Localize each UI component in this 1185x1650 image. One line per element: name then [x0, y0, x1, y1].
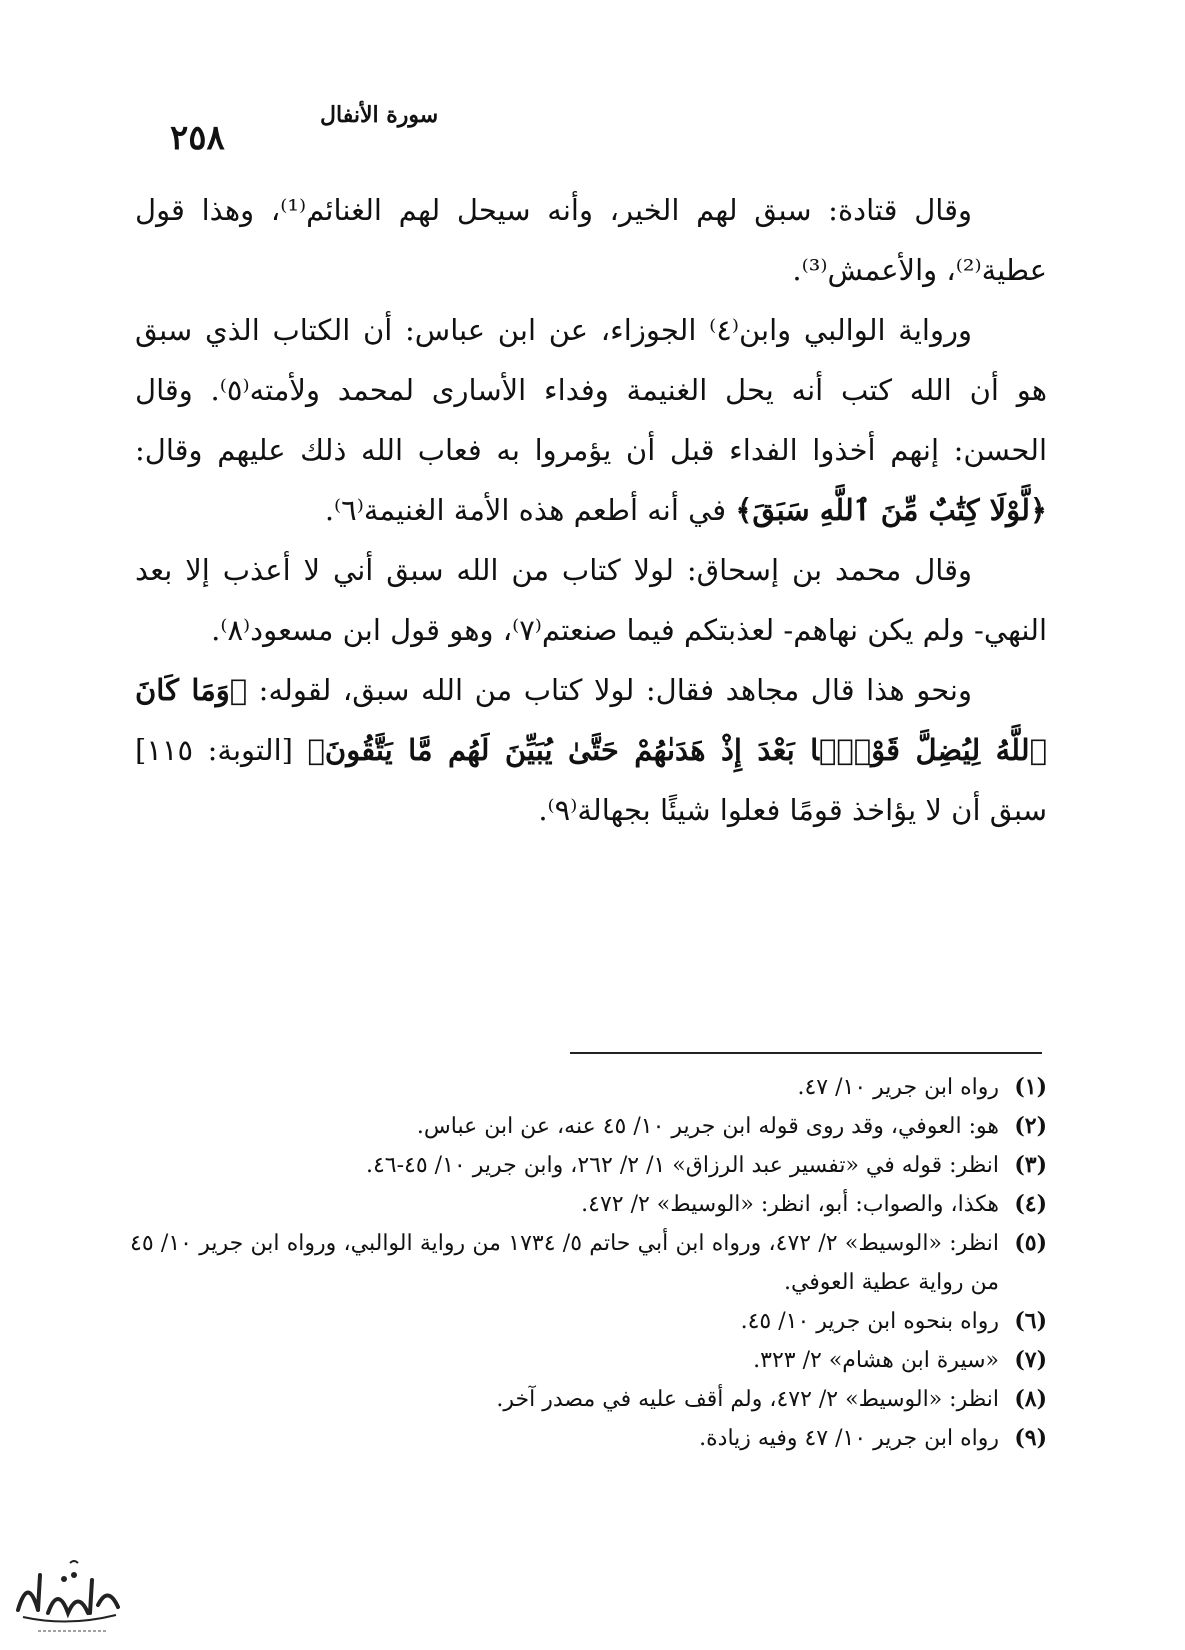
footnote-item: [130, 1341, 1047, 1380]
footnote-number: (٥): [1014, 1230, 1047, 1256]
footnote-text: هو: العوفي، وقد روى قوله ابن جرير ١٠/ ٤٥ عنه، عن ابن عباس.: [416, 1114, 999, 1139]
footnote-text: هكذا، والصواب: أبو، انظر: «الوسيط» ٢/ ٤٧٢.: [581, 1192, 999, 1217]
paragraph-2: [135, 300, 1047, 540]
footnote-divider: [570, 1052, 1042, 1054]
quran-verse-2: ﴿وَمَا كَانَ ٱللَّهُ لِيُضِلَّ قَوْمًۢا بَعْدَ إِذْ هَدَىٰهُمْ حَتَّىٰ يُبَيِّنَ لَهُم مَّا يَتَّقُونَ﴾: [135, 673, 1047, 767]
footnote-number: (٨): [1014, 1386, 1047, 1412]
footnote-number: (٤): [1014, 1191, 1047, 1217]
footnote-text: انظر: قوله في «تفسير عبد الرزاق» ١/ ٢/ ٢٦٢، وابن جرير ١٠/ ٤٥-٤٦.: [365, 1153, 999, 1178]
paragraph-4-text-a: ونحو هذا قال مجاهد فقال: لولا كتاب من الله سبق، لقوله:: [247, 673, 972, 707]
paragraph-2-text-b: في أنه أطعم هذه الأمة الغنيمة⁽٦⁾.: [324, 493, 736, 527]
footnotes: [130, 1068, 1047, 1458]
footnote-number: (٣): [1014, 1152, 1047, 1178]
page-number: ٢٥٨: [170, 118, 225, 158]
footnote-number: (٩): [1014, 1425, 1047, 1451]
footnote-item: [130, 1302, 1047, 1341]
footnote-number: (٦): [1014, 1308, 1047, 1334]
footnote-number: (٢): [1014, 1113, 1047, 1139]
paragraph-4-text-b: [التوبة: ١١٥] سبق أن لا يؤاخذ قومًا فعلوا شيئًا بجهالة⁽٩⁾.: [135, 733, 1047, 827]
page-header: [140, 100, 1050, 160]
quran-verse-1: ﴿لَّوْلَا كِتَٰبٌ مِّنَ ٱللَّهِ سَبَقَ﴾: [735, 493, 1047, 527]
footnote-number: (١): [1014, 1074, 1047, 1100]
footnote-item: [130, 1146, 1047, 1185]
footnote-text: رواه ابن جرير ١٠/ ٤٧.: [797, 1075, 999, 1100]
footnote-text: رواه بنحوه ابن جرير ١٠/ ٤٥.: [740, 1309, 999, 1334]
footnote-number: (٧): [1014, 1347, 1047, 1373]
footnote-text: رواه ابن جرير ١٠/ ٤٧ وفيه زيادة.: [699, 1426, 999, 1451]
footnote-item: [130, 1224, 1047, 1302]
footnote-text: «سيرة ابن هشام» ٢/ ٣٢٣.: [753, 1348, 999, 1373]
footnote-text: انظر: «الوسيط» ٢/ ٤٧٢، ولم أقف عليه في مصدر آخر.: [496, 1387, 999, 1412]
paragraph-2-text-a: ورواية الوالبي وابن⁽٤⁾ الجوزاء، عن ابن عباس: أن الكتاب الذي سبق هو أن الله كتب أنه يحل الغنيمة وفداء الأسارى لمحمد ولأمته⁽٥⁾. وقال الحسن: إنهم أخذوا الفداء قبل أن يؤمروا به فعاب الله ذلك عليهم وقال:: [135, 313, 1047, 467]
main-text: [135, 180, 1047, 840]
footnote-item: [130, 1068, 1047, 1107]
running-title: سورة الأنفال: [320, 102, 439, 128]
paragraph-4: [135, 660, 1047, 840]
footnote-item: [130, 1107, 1047, 1146]
footnote-item: [130, 1185, 1047, 1224]
footnote-text: انظر: «الوسيط» ٢/ ٤٧٢، ورواه ابن أبي حاتم ٥/ ١٧٣٤ من رواية الوالبي، ورواه ابن جرير ١٠/ ٤٥ من رواية عطية العوفي.: [130, 1231, 1000, 1295]
footnote-item: [130, 1419, 1047, 1458]
paragraph-3: وقال محمد بن إسحاق: لولا كتاب من الله سبق أني لا أعذب إلا بعد النهي- ولم يكن نهاهم- لعذبتكم فيما صنعتم⁽٧⁾، وهو قول ابن مسعود⁽٨⁾.: [135, 553, 1047, 647]
paragraph-1: وقال قتادة: سبق لهم الخير، وأنه سيحل لهم الغنائم⁽¹⁾، وهذا قول عطية⁽²⁾، والأعمش⁽³⁾.: [135, 193, 1047, 287]
footnote-item: [130, 1380, 1047, 1419]
calligraphy-logo-icon: [8, 1555, 126, 1640]
